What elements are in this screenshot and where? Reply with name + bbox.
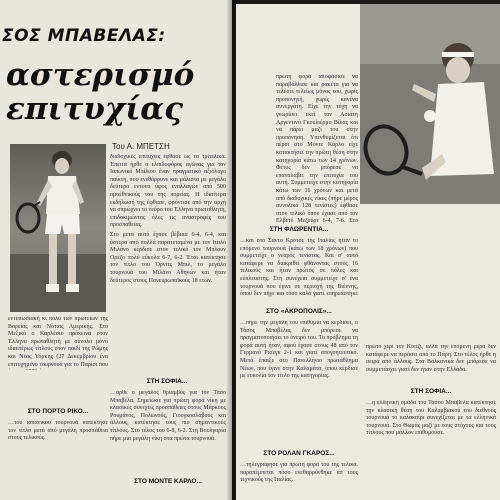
article-headline — [6, 58, 228, 126]
section-text-roland-garros — [240, 462, 358, 498]
left-column-text — [8, 316, 108, 370]
tennis-player-photo — [10, 144, 106, 312]
tennis-action-illustration — [360, 4, 500, 204]
section-text-porto-rico — [8, 420, 108, 490]
florence-paragraph: …και στο Σάντο Κρότσε της Ιταλίας ήταν το επόμενο τουρνουά (κάτω των 18 χρόνων) που συμμετείχε ο νεαρός τενίστας. Και σ' αυτό κατάφερε να διακριθεί φθάνοντας στους 16 τελικούς και ήταν πρώτος σε πόλες και εύπλευστης. Στη συνέχεια συμμετείχε σ' ένα τουρνουά που έγινε σε περιοχή της Βιέννης, όπου δεν πήγε και τόσο καλά γιατί επηρεάστηκε — [240, 238, 358, 298]
sofia-right-paragraph: …η ελληνική ομάδα του Τάσου Μπαβέλα κατέκτησε την κλασική θέση του Καλυμβιακού του διεθνούς τουρνουά το καλοκαίρι συνεχίζεται με τα ελληνικά τουρνουά. Στο Θωμάς μαζί με τους στόχους και τους τίτλους που μάλλον επιθυμούσε. — [366, 400, 496, 437]
section-head-sofia: ΣΤΗ ΣΟΦΙΑ... — [146, 378, 188, 385]
article-byline: Του Α. ΜΠΕΤΣΗ — [112, 142, 170, 151]
right-page — [236, 4, 500, 500]
intro-paragraph-2: Στο μετα αυτό έχασε βέβαια 6-4, 6-4, και ύστερα από πολλά παρατεταμένα με τον Ιταλό Μιλάνο κέρδισε στον τελικό τον Μπλουν Ορέζο πολύ εύκολα 6-7, 6-2. Έτσι κατέκτησε τον τίτλο του Όρνιτς Μπιλ, το μεγάλο τουρνουά του Μιλάνο Αθηνών και ήταν δεύτερος στους Πανευρωπαϊκούς 18 ετών. — [110, 231, 226, 284]
section-text-acropolis — [240, 320, 358, 444]
intro-paragraph-1: διαδοχικές επιτυχίες έφθασε ως τα τρίτελικά. Έπειτα ήρθε ο ελπιδοφόρος αγώνας για τον Ιαπωνικό Μπίλιου έναν πραγματικό αξιόλογο παίκτη, που ενεθάρρυνε και μάλιστα με μεγάλο δεύτερο εντονο ύφος εναλλαγών από 500 ομοέθνικούς του της πορείας. Η ιδιαίτερα εκδήλωσή της έφθασε, φρόντισε από την αρχή να σπρώχνει το νεύρο του Έλληνα πρωταθλητή, επιδοκιμώντας όλες τις αναστροφές του προσπαθείας. — [110, 154, 226, 229]
section-head-porto-rico: ΣΤΟ ΠΟΡΤΟ ΡΙΚΟ... — [27, 408, 89, 415]
section-text-sofia-right — [366, 400, 496, 496]
right-column-2-paragraph: πρώτο χέρι τον Κινέζι, αλλά την επόμενη μέρα δεν κατάφερε να περάσει από το Πάρη. Στο τέλος ήρθε η σειρά από άλλους. Στα Βαλκανικά δεν μπόρεσε να συμμετάσχει γιατί δεν ήταν στην Ελλάδα. — [366, 344, 496, 373]
article-kicker: ΣΟΣ ΜΠΑΒΕΛΑΣ: — [2, 26, 166, 46]
section-head-monte-carlo: ΣΤΟ ΜΟΝΤΕ ΚΑΡΛΟ... — [134, 478, 202, 485]
section-head-roland-garros: ΣΤΟ ΡΟΛΑΝ ΓΚΑΡΟΣ... — [263, 450, 335, 457]
tennis-action-photo — [360, 4, 500, 204]
acropolis-paragraph: …πήρε την μεγάλη του επιθυμία να κερδίσει, ο Τάσος Μπαβέλας δεν μπόρεσε να πραγματοποιήσει το όνειρό του. Το πρόβλημα τη φορά αυτή ήταν, αφού έχασε στους 48 από τον Γερμανό Ρισεγκ 2-1 και γιατί απογοητευτικό. Μετά έπαιξε στο Πανελλήνιο πρωτάθλημα Νέων, που έγινε στην Καλαμάτα, όπου κέρδισε με ευκολία τον τίτλο της κατηγορίας. — [240, 320, 358, 380]
porto-rico-paragraph: …του ισπανικού τουρνουά κατέκτησε τον τίτλο μετά από μεγάλη προσπάθεια στους τελικούς. — [8, 420, 108, 442]
left-column-paragraph: εντυπωσιακή κι πολύ των πρωτείων της Βορείας και Νότιας Αμερικής. Στο Μεξικό ο Καρλέσιο πρόκεινα στον Έλληνα πρωταθλητή με σύνολο μόνο ιδιαιτέρως τίτλους στον παιδί της Ρώμης και Νέας Υόρκης (27 Δεκεμβρίου ένα επιτυχημένο τουρνουά για το Παρίσι που — [8, 316, 108, 368]
tennis-player-illustration — [10, 144, 106, 312]
section-head-acropolis: ΣΤΟ «ΑΚΡΟΠΟΛΙΣ»... — [266, 308, 332, 315]
headline-line-1: αστερισμό — [6, 57, 195, 93]
right-column-2-text — [366, 344, 496, 384]
section-text-sofia — [110, 390, 226, 446]
left-page — [0, 0, 232, 500]
headline-line-2: επιτυχίας — [6, 91, 184, 127]
right-column-1-text — [276, 74, 358, 224]
roland-garros-paragraph: …τηλεγράφησε για πρώτη φορά του της τελικά. παραπέμπεται πόσο ενεθαρρύνθηκε απ τους τεχνικούς της Ιταλίας. — [240, 462, 358, 484]
right-column-1-paragraph: πρώτη φορά αποφάσισε να παραβάλλισε και ρακέτα για να τελέσει τελείως μόνος του, χωρίς προπονητή, χωρίς κανένα συνεργάτη. Είχε την τύχη να γνωρίσει εκεί τον Ασιάτη Αργεντινό Γκουλιέρμο Βίλας και να πάρει μαζί του στην προπόνηση. Υπενθυμίζεται ότι πέρσι στο Μόντε Κάρλο είχε κατακτήσει την πρώτη θέση στην κατηγορία κάτω των 14 χρόνων. Φέτος δεν μπόρεσε να επαναλάβει την επιτυχία του αυτή. Συμμετείχε στην κατηγορία κάτω των 16 χρόνων και μετά από διαδοχικές νίκες (πήρε μέρος συνολικά 128 τενίστες) έφθασε στον τελικό όπου έχασε από τον Ελβετό Μεζούρτ 6-4, 7-6. Στο — [276, 74, 358, 224]
section-text-florence — [240, 238, 358, 298]
sofia-paragraph: …άρθε ο μεγάλος θρίαμβος για τον Τάσο Μπαβέλα. Σημείωσε για πρώτη φορά νίκη με κλασικές συνεχείς προσπάθειες στους Μάρκους Ρουμάνος, Πολωνούς, Γιουγκοσλάβους και άλλους, κατέκτησε τους πιο σημαντικούς τίτλους. Στο τέλος του 6-8, 6-2. Στη Βουλγαρία πήρε μια μεγάλη νίκη στα πρώτα τουρνουά. — [110, 390, 226, 442]
section-head-florence: ΣΤΗ ΦΛΩΡΕΝΤΙΑ... — [269, 226, 329, 233]
section-head-sofia-right: ΣΤΗ ΣΟΦΙΑ... — [410, 388, 452, 395]
intro-text-column — [110, 154, 226, 370]
